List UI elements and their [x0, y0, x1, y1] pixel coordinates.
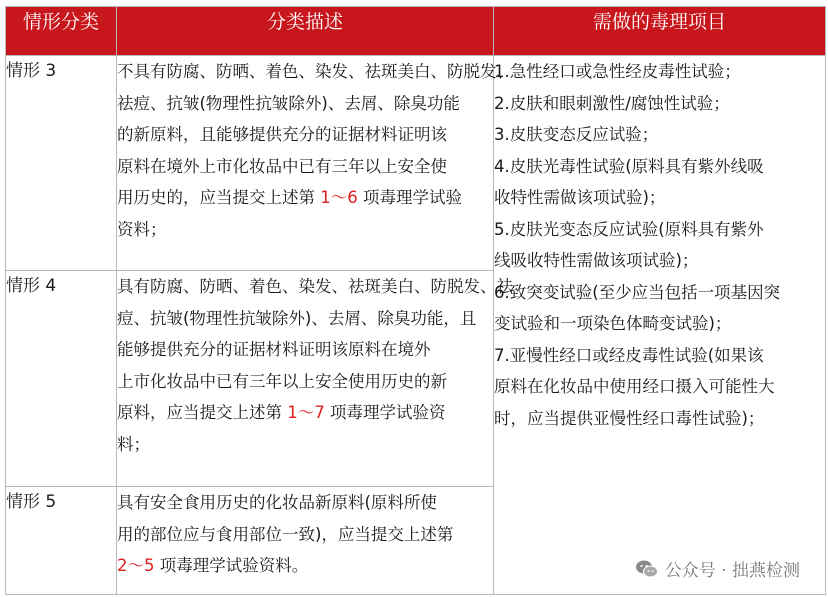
header-case-category: 情形分类: [6, 7, 117, 56]
test-item: 5.皮肤光变态反应试验(原料具有紫外: [494, 219, 764, 239]
desc-line: 资料；: [117, 219, 167, 239]
desc-text: 项毒理学试验资: [324, 403, 446, 422]
required-tests-list: [494, 56, 826, 595]
desc-line: 具有防腐、防晒、着色、染发、祛斑美白、防脱发、祛: [117, 277, 513, 296]
test-range-highlight: 1～6: [320, 188, 358, 207]
case-description: [117, 271, 513, 487]
case-label: 情形 3: [6, 56, 117, 271]
test-item: 6.致突变试验(至少应当包括一项基因突: [494, 282, 781, 302]
case-label: 情形 4: [6, 271, 117, 487]
test-item: 4.皮肤光毒性试验(原料具有紫外线吸: [494, 156, 764, 176]
desc-line: 用的部位应与食用部位一致)，应当提交上述第: [117, 524, 454, 544]
table-row: [6, 56, 826, 271]
case-label: 情形 5: [6, 487, 117, 595]
case-description: [117, 56, 513, 271]
desc-line: 痘、抗皱(物理性抗皱除外)、去屑、除臭功能，且: [117, 308, 477, 328]
header-row: [6, 7, 826, 56]
desc-line: [117, 182, 493, 214]
desc-text: 项毒理学试验资料。: [154, 556, 309, 575]
desc-line: [117, 550, 493, 582]
wechat-icon: [635, 559, 659, 579]
test-range-highlight: 1～7: [287, 403, 325, 422]
desc-text: 项毒理学试验: [357, 188, 462, 207]
test-item: 7.亚慢性经口或经皮毒性试验(如果该: [494, 345, 764, 365]
header-required-tests: 需做的毒理项目: [494, 7, 826, 56]
desc-line: 原料在境外上市化妆品中已有三年以上安全使: [117, 156, 447, 176]
desc-line: 能够提供充分的证据材料证明该原料在境外: [117, 340, 431, 359]
header-description: 分类描述: [117, 7, 494, 56]
watermark-text: 公众号 · 拙燕检测: [664, 561, 800, 581]
test-item: 收特性需做该项试验)；: [494, 188, 666, 207]
test-item: 原料在化妆品中使用经口摄入可能性大: [494, 377, 775, 396]
desc-line: 料；: [117, 434, 150, 454]
test-range-highlight: 2～5: [117, 556, 155, 575]
test-item: 1.急性经口或急性经皮毒性试验；: [494, 62, 741, 81]
desc-line: 祛痘、抗皱(物理性抗皱除外)、去屑、除臭功能: [117, 93, 460, 113]
test-item: 2.皮肤和眼刺激性/腐蚀性试验；: [494, 93, 730, 113]
desc-line: 不具有防腐、防晒、着色、染发、祛斑美白、防脱发、: [117, 62, 513, 81]
desc-line: 的新原料，且能够提供充分的证据材料证明该: [117, 125, 447, 144]
test-item: 线吸收特性需做该项试验)；: [494, 251, 699, 270]
desc-line: 具有安全食用历史的化妆品新原料(原料所使: [117, 493, 437, 512]
test-item: 变试验和一项染色体畸变试验)；: [494, 314, 732, 333]
desc-text: 原料，应当提交上述第: [117, 403, 288, 422]
desc-line: 上市化妆品中已有三年以上安全使用历史的新: [117, 371, 447, 391]
watermark: [635, 556, 800, 581]
desc-line: [117, 397, 493, 429]
toxicology-table: [5, 6, 826, 595]
case-description: [117, 487, 494, 595]
test-item: 3.皮肤变态反应试验；: [494, 125, 659, 144]
desc-text: 用历史的，应当提交上述第: [117, 188, 321, 207]
test-item: 时，应当提供亚慢性经口毒性试验)；: [494, 408, 765, 428]
